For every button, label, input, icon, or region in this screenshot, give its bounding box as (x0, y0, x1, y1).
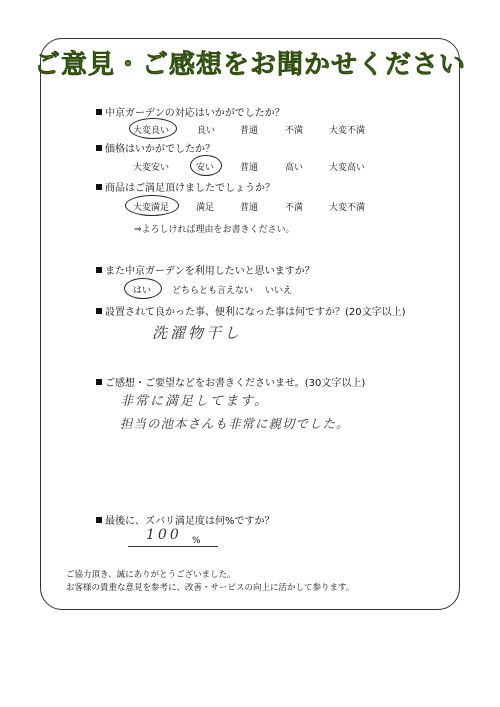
selected-circle (124, 278, 162, 299)
bullet-icon (96, 517, 102, 523)
question-reuse-label: また中京ガーデンを利用したいと思いますか？ (105, 266, 315, 277)
score-answer: 100 (146, 527, 182, 543)
bullet-icon (96, 184, 102, 190)
selected-circle (125, 195, 179, 216)
option-good[interactable]: 良い (197, 126, 216, 136)
selected-circle (190, 155, 222, 176)
option-normal[interactable]: 普通 (240, 126, 259, 136)
question-benefit (96, 303, 406, 318)
percent-unit: % (192, 536, 201, 546)
option-very-good[interactable]: 大変良い (133, 126, 170, 136)
bullet-icon (96, 379, 102, 385)
option-neither[interactable]: どちらとも言えない (172, 286, 254, 296)
option-yes[interactable]: はい (133, 286, 152, 296)
question-score-label: 最後に、ズバリ満足度は何%ですか？ (105, 516, 275, 527)
option-very-dissatisfied[interactable]: 大変不満 (329, 203, 366, 213)
question-score (96, 512, 275, 527)
option-very-satisfied[interactable]: 大変満足 (133, 203, 170, 213)
option-very-expensive[interactable]: 大変高い (329, 163, 366, 173)
question-product (96, 179, 275, 194)
reason-note: ⇒よろしければ理由をお書きください。 (134, 225, 295, 235)
survey-title: ご意見・ご感想をお聞かせください (33, 50, 466, 80)
benefit-answer: 洗濯物干し (152, 324, 243, 342)
bullet-icon (96, 109, 102, 115)
option-dissatisfied[interactable]: 不満 (285, 126, 304, 136)
question-reuse (96, 262, 315, 277)
option-expensive[interactable]: 高い (285, 163, 304, 173)
option-dissatisfied[interactable]: 不満 (285, 203, 304, 213)
footer-thanks: ご協力頂き、誠にありがとうございました。 (66, 570, 236, 580)
bullet-icon (96, 308, 102, 314)
question-product-label: 商品はご満足頂けましたでしょうか？ (105, 183, 275, 194)
question-comments-label: ご感想・ご要望などをお書きくださいませ。(30文字以上) (105, 378, 366, 389)
comments-answer-line2: 担当の池本さんも非常に親切でした。 (120, 416, 350, 431)
option-satisfied[interactable]: 満足 (196, 203, 215, 213)
question-comments (96, 374, 365, 389)
selected-circle (129, 118, 177, 139)
question-benefit-label: 設置されて良かった事、便利になった事は何ですか？(20文字以上) (105, 307, 406, 318)
score-underline (128, 546, 218, 547)
footer-message: お客様の貴重な意見を参考に、改善・サービスの向上に活かして参ります。 (66, 583, 355, 593)
question-service (96, 104, 285, 119)
question-service-label: 中京ガーデンの対応はいかがでしたか？ (105, 108, 285, 119)
option-no[interactable]: いいえ (265, 286, 293, 296)
question-price (96, 140, 215, 155)
bullet-icon (96, 145, 102, 151)
option-very-cheap[interactable]: 大変安い (133, 163, 170, 173)
option-normal[interactable]: 普通 (240, 163, 259, 173)
comments-answer-line1: 非常に満足してます。 (120, 394, 269, 409)
option-normal[interactable]: 普通 (240, 203, 259, 213)
bullet-icon (96, 267, 102, 273)
option-very-dissatisfied[interactable]: 大変不満 (329, 126, 366, 136)
option-cheap[interactable]: 安い (196, 163, 215, 173)
question-price-label: 価格はいかがでしたか？ (105, 144, 215, 155)
